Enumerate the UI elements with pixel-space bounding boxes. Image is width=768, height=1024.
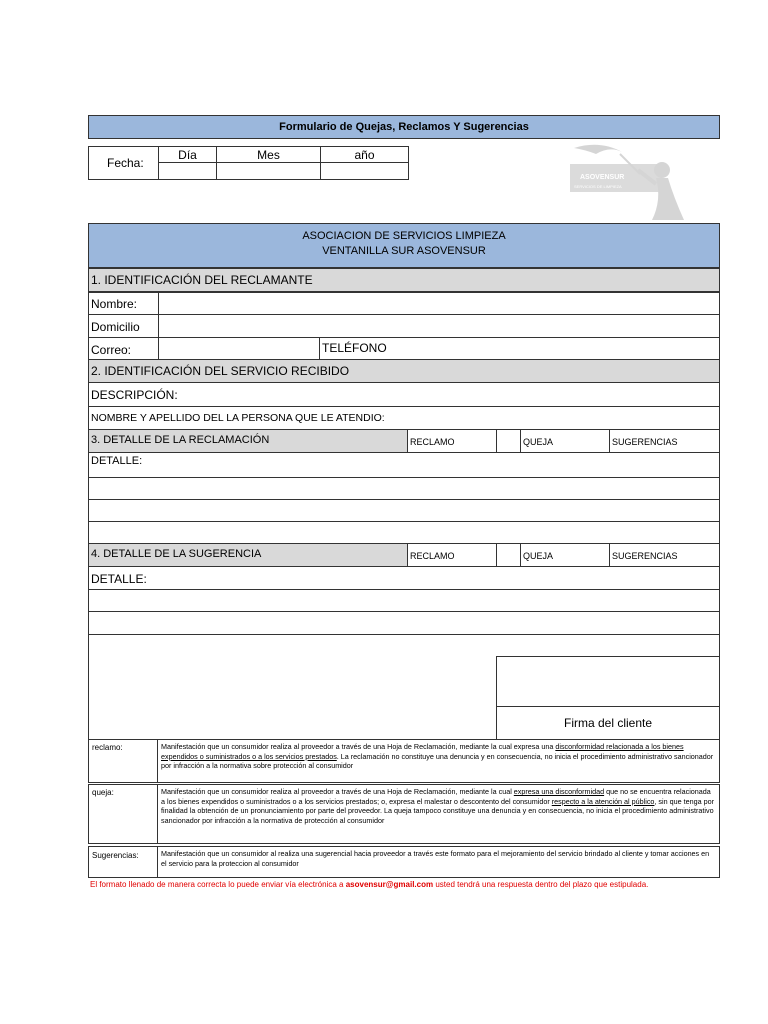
section4-line[interactable] [88, 589, 720, 612]
section4-check-reclamo[interactable] [496, 543, 521, 567]
section4-line[interactable] [88, 611, 720, 635]
def-reclamo-label: reclamo: [88, 739, 158, 783]
section4-option-reclamo[interactable]: RECLAMO [407, 543, 497, 567]
domicilio-input[interactable] [158, 314, 720, 338]
date-input-dia[interactable] [158, 162, 217, 180]
section3-line[interactable] [88, 521, 720, 544]
def-reclamo-t2: . La reclamación no constituye una denuncia y en consecuencia, no inicia el procedimiento administrativo sancionador por infracción a la normativa sobre protección al consumidor [161, 751, 714, 771]
form-title: Formulario de Quejas, Reclamos Y Sugerencias [88, 115, 720, 139]
footer-text2: usted tendrá una respuesta dentro del plazo que estipulada. [433, 880, 649, 889]
correo-label: Correo: [88, 337, 159, 360]
descripcion-field[interactable]: DESCRIPCIÓN: [88, 382, 720, 407]
section4-option-sugerencias[interactable]: SUGERENCIAS [609, 543, 720, 567]
date-header-mes: Mes [216, 146, 321, 163]
section3-option-sugerencias[interactable]: SUGERENCIAS [609, 429, 720, 453]
fecha-label: Fecha: [88, 146, 159, 180]
logo-text: ASOVENSUR [580, 174, 625, 181]
def-queja-u1: expresa una disconformidad [513, 787, 605, 796]
section3-option-queja[interactable]: QUEJA [520, 429, 610, 453]
def-queja-t1: Manifestación que un consumidor realiza al proveedor a través de una Hoja de Reclamación, mediante la cual [161, 787, 514, 796]
section4-detalle[interactable]: DETALLE: [88, 566, 720, 590]
def-queja-t2: que no se encuentra relacionada a los bienes expendidos o suministrados o a los servicios prestados; o, expresa el malestar o descontento del consumidor [161, 787, 711, 806]
section3-line[interactable] [88, 477, 720, 500]
logo-subtext: SERVICIOS DE LIMPIEZA [574, 184, 622, 189]
org-line1: ASOCIACION DE SERVICIOS LIMPIEZA [302, 230, 506, 242]
footer-text1: El formato llenado de manera correcta lo puede enviar vía electrónica a [90, 880, 346, 889]
def-queja-t3: , sin que tenga por finalidad la obtención de un pronunciamiento por parte del proveedor. La queja tampoco constituye una denuncia y en consecuencia, no inicia el procedimiento administrativo sancionador por infracción a la normativa de protección al consumidor [161, 796, 714, 826]
org-line2: VENTANILLA SUR ASOVENSUR [322, 245, 486, 258]
org-header [88, 223, 720, 268]
def-queja-text [157, 784, 720, 844]
section2-title: 2. IDENTIFICACIÓN DEL SERVICIO RECIBIDO [88, 359, 720, 383]
def-queja-label: queja: [88, 784, 158, 844]
section1-title: 1. IDENTIFICACIÓN DEL RECLAMANTE [88, 268, 720, 292]
def-reclamo-text [157, 739, 720, 783]
correo-input[interactable] [158, 337, 320, 360]
signature-label: Firma del cliente [496, 706, 720, 740]
date-header-dia: Día [158, 146, 217, 163]
footer-email[interactable]: asovensur@gmail.com [345, 880, 434, 889]
def-sugerencias-text: Manifestación que un consumidor al realiza una sugerencial hacia proveedor a través este formato para el mejoramiento del servicio brindado al cliente y tomar acciones en el servicio para la proteccion al consumidor [157, 846, 720, 878]
def-reclamo-t1: Manifestación que un consumidor realiza al proveedor a través de una Hoja de Reclamación, mediante la cual expresa una [161, 742, 556, 751]
def-sugerencias-label: Sugerencias: [88, 846, 158, 878]
section3-check-reclamo[interactable] [496, 429, 521, 453]
logo [560, 140, 710, 224]
domicilio-label: Domicilio [88, 314, 159, 338]
section3-line[interactable] [88, 499, 720, 522]
def-reclamo-u1: disconformidad relacionada a los bienes expendidos o suministrados o a los servicios prestados [161, 742, 684, 761]
section3-title: 3. DETALLE DE LA RECLAMACIÓN [88, 429, 408, 453]
date-header-ano: año [320, 146, 409, 163]
signature-box[interactable] [496, 656, 720, 707]
def-queja-u2: respecto a la atención al público [551, 796, 655, 806]
telefono-field[interactable]: TELÉFONO [319, 337, 720, 360]
section4-option-queja[interactable]: QUEJA [520, 543, 610, 567]
nombre-label: Nombre: [88, 292, 159, 315]
section4-title: 4. DETALLE DE LA SUGERENCIA [88, 543, 408, 567]
section3-detalle[interactable]: DETALLE: [88, 452, 720, 478]
nombre-input[interactable] [158, 292, 720, 315]
date-input-mes[interactable] [216, 162, 321, 180]
atendio-field[interactable]: NOMBRE Y APELLIDO DEL LA PERSONA QUE LE ATENDIO: [88, 406, 720, 430]
section3-option-reclamo[interactable]: RECLAMO [407, 429, 497, 453]
date-input-ano[interactable] [320, 162, 409, 180]
footer-note [90, 880, 730, 889]
